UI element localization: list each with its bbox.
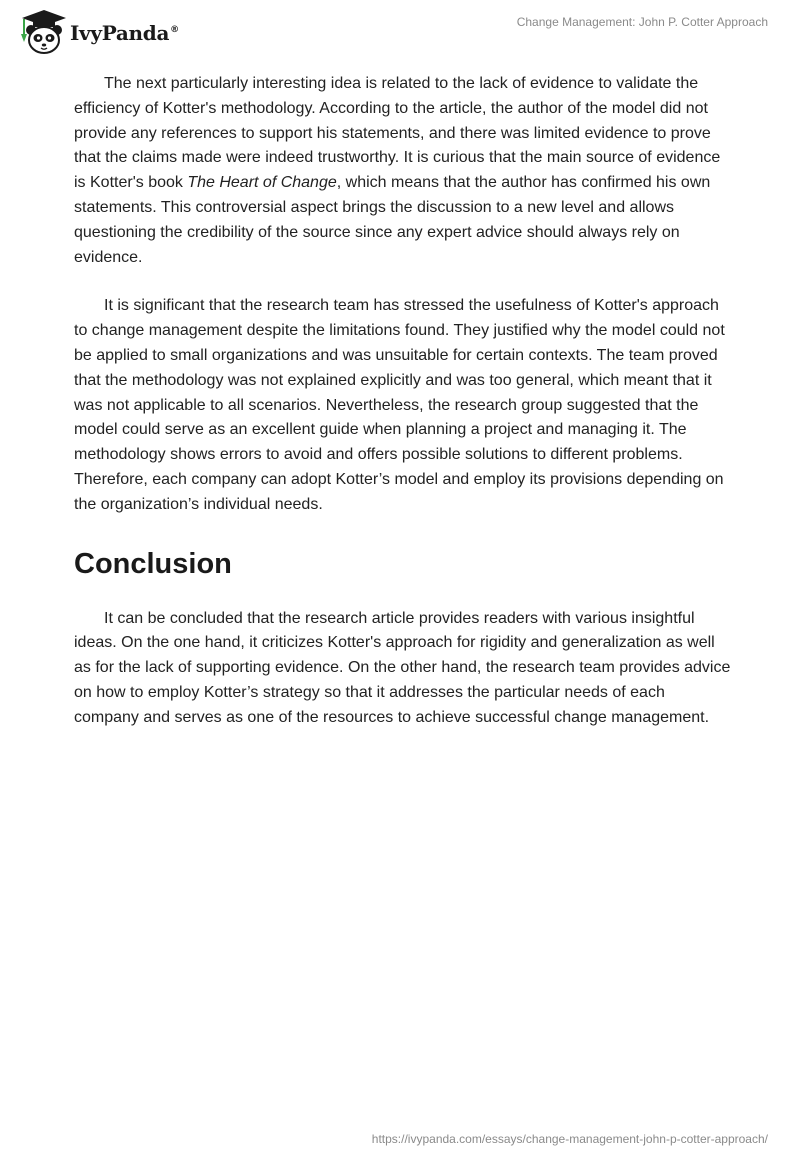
essay-content xyxy=(74,72,734,755)
paragraph-evidence xyxy=(74,72,734,270)
paragraph-evidence-text-a: The next particularly interesting idea is related to the lack of evidence to validate the efficiency of Kotter's methodology. According to the article, the author of the model did not provide any references to support his statements, and there was limited evidence to prove that the claims made were indeed trustworthy. It is curious that the main source of evidence is Kotter's book xyxy=(74,75,721,192)
paragraph-conclusion: It can be concluded that the research article provides readers with various insightful ideas. On the one hand, it criticizes Kotter's approach for rigidity and generalization as well as for the lack of supporting evidence. On the other hand, the research team provides advice on how to employ Kotter’s strategy so that it addresses the particular needs of each company and serves as one of the resources to achieve successful change management. xyxy=(74,609,731,726)
brand-name: IvyPanda® xyxy=(70,21,179,45)
page-header xyxy=(0,0,800,60)
registered-mark: ® xyxy=(170,25,179,36)
paragraph-evidence-text-b: , which means that the author has confirmed his own statements. This controversial aspect brings the discussion to a new level and allows questioning the credibility of the source since any expert advice should always rely on evidence. xyxy=(74,174,711,266)
book-title: The Heart of Change xyxy=(187,174,337,192)
paragraph-usefulness: It is significant that the research team has stressed the usefulness of Kotter's approach to change management despite the limitations found. They justified why the model could not be applied to small organizations and was unsuitable for certain contexts. The team proved that the methodology was not explained explicitly and was too general, which meant that it was not applicable to all scenarios. Nevertheless, the research group suggested that the model could serve as an excellent guide when planning a project and managing it. The methodology shows errors to avoid and offers possible solutions to different problems. Therefore, each company can adopt Kotter’s model and employ its provisions depending on the organization’s individual needs. xyxy=(74,297,725,513)
panda-graduate-icon xyxy=(14,8,66,56)
ivypanda-logo[interactable] xyxy=(14,8,194,56)
source-url[interactable]: https://ivypanda.com/essays/change-management-john-p-cotter-approach/ xyxy=(371,1132,768,1146)
running-title: Change Management: John P. Cotter Approach xyxy=(516,15,768,29)
conclusion-heading: Conclusion xyxy=(74,547,232,580)
